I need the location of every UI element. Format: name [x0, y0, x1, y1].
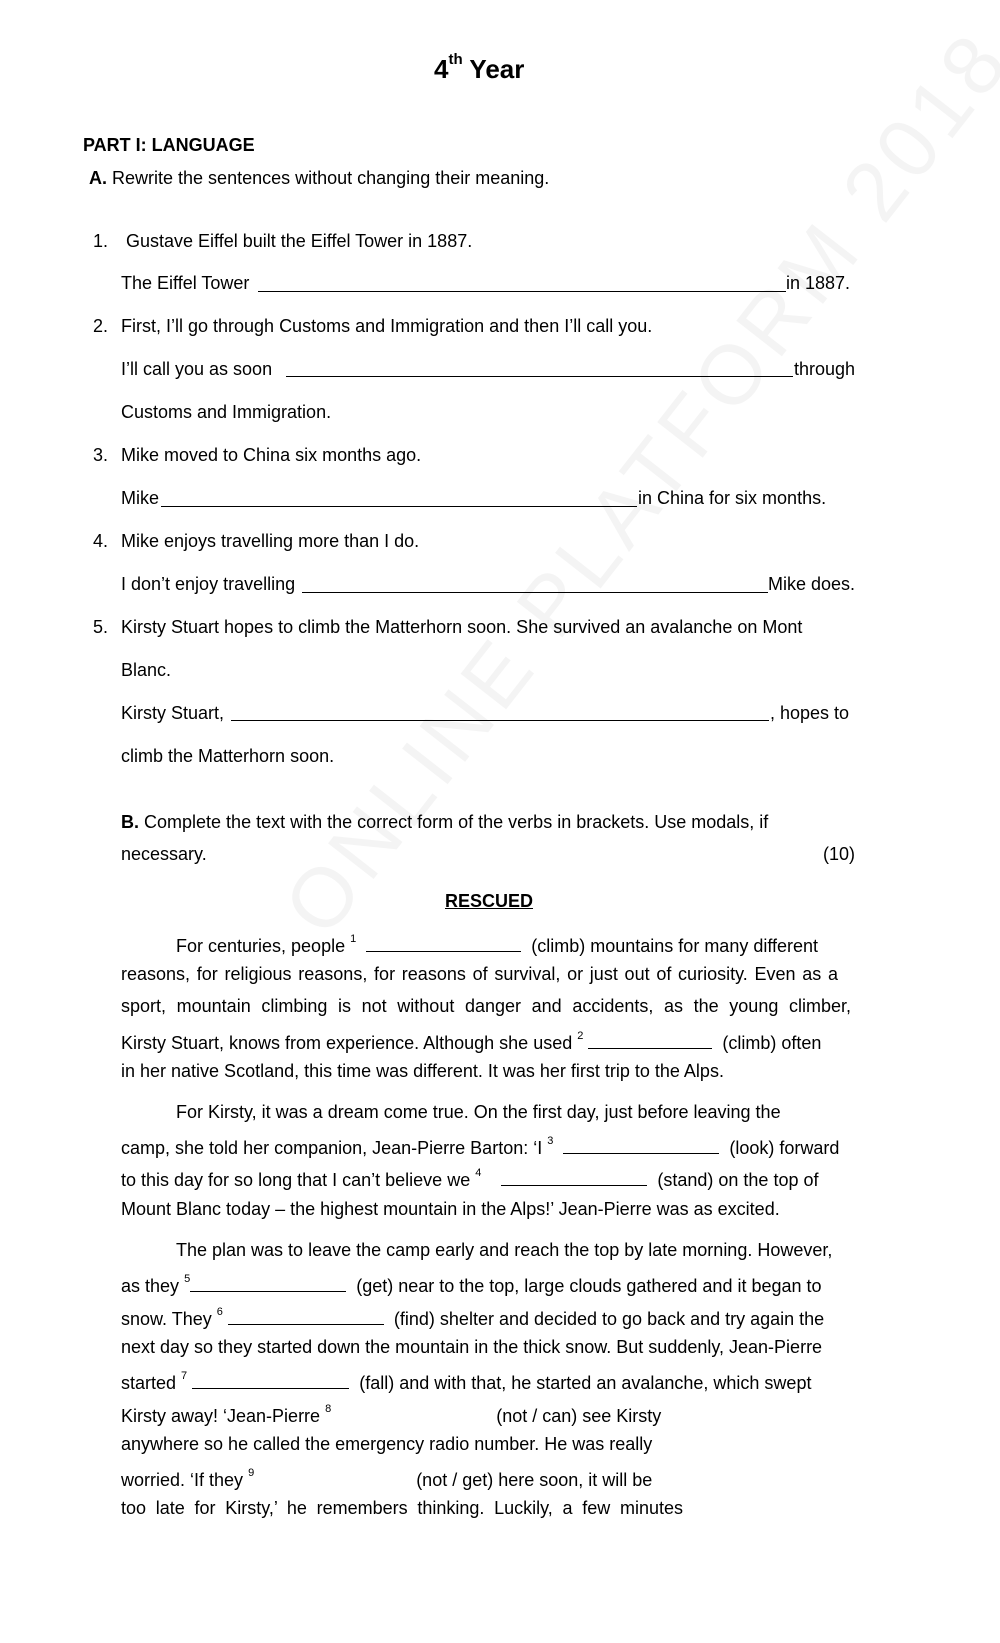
story-title: RESCUED [445, 891, 534, 911]
item-1-sentence: Gustave Eiffel built the Eiffel Tower in 1887. [126, 231, 473, 251]
p2-line-3 [121, 1160, 818, 1197]
item-2-sentence: First, I’ll go through Customs and Immigration and then I’ll call you. [121, 316, 653, 336]
p2-l2-text: camp, she told her companion, Jean-Pierre Barton: ‘I [121, 1138, 543, 1158]
blank-8[interactable] [331, 1404, 496, 1422]
p1-l1-tail: (climb) mountains for many different [531, 936, 819, 956]
p2-l3-tail: (stand) on the top of [657, 1170, 819, 1190]
page-title [434, 51, 525, 85]
p1-l4-tail: (climb) often [722, 1033, 822, 1053]
item-1-start: The Eiffel Tower [121, 273, 250, 293]
p3-l8-tail: (not / get) here soon, it will be [416, 1470, 653, 1490]
blank-number-5: 5 [184, 1273, 191, 1285]
p3-l5-tail: (fall) and with that, he started an avalanche, which swept [359, 1373, 812, 1393]
p1-line-2: reasons, for religious reasons, for reasons of survival, or just out of curiosity. Even as a [121, 964, 838, 984]
p2-l2-tail: (look) forward [729, 1138, 840, 1158]
item-1-end: in 1887. [786, 273, 851, 293]
blank-number-6: 6 [216, 1306, 223, 1318]
item-4-start: I don’t enjoy travelling [121, 574, 296, 594]
item-5-sentence: Kirsty Stuart hopes to climb the Matterhorn soon. She survived an avalanche on Mont [121, 617, 803, 637]
section-b-instruction-cont: necessary. [121, 844, 207, 864]
section-b-instruction [121, 811, 768, 833]
p3-l2-text: as they [121, 1276, 180, 1296]
item-4-answer-line[interactable] [302, 592, 768, 593]
p2-l3-text: to this day for so long that I can’t believe we [121, 1170, 471, 1190]
p3-l3-text: snow. They [121, 1309, 212, 1329]
p2-line-1: For Kirsty, it was a dream come true. On the first day, just before leaving the [176, 1102, 781, 1122]
p3-l2-tail: (get) near to the top, large clouds gathered and it began to [356, 1276, 822, 1296]
item-2-answer-line[interactable] [286, 376, 793, 377]
watermark [265, 184, 896, 953]
p3-l6-tail: (not / can) see Kirsty [496, 1406, 662, 1426]
item-5-sentence-cont: Blanc. [121, 660, 172, 680]
item-5-end: , hopes to [770, 703, 850, 723]
blank-1[interactable] [366, 933, 521, 952]
section-b-marks: (10) [823, 844, 856, 864]
item-1-number: 1. [93, 231, 109, 251]
item-2-number: 2. [93, 316, 109, 336]
item-3-answer-line[interactable] [161, 506, 637, 507]
p1-l4-text: Kirsty Stuart, knows from experience. Although she used [121, 1033, 573, 1053]
section-b-letter: B. [121, 812, 139, 832]
blank-6[interactable] [228, 1306, 384, 1325]
p1-l1-text: For centuries, people [176, 936, 346, 956]
item-2-continuation: Customs and Immigration. [121, 402, 332, 422]
blank-7[interactable] [192, 1370, 349, 1389]
p3-line-1: The plan was to leave the camp early and reach the top by late morning. However, [176, 1240, 833, 1260]
item-3-start: Mike [121, 488, 160, 508]
p1-line-3: sport, mountain climbing is not without danger and accidents, as the young climber, [121, 996, 851, 1016]
blank-number-1: 1 [350, 933, 357, 945]
p3-l5-text: started [121, 1373, 177, 1393]
section-a-text: Rewrite the sentences without changing their meaning. [112, 168, 550, 188]
blank-9[interactable] [254, 1468, 416, 1486]
p3-line-4: next day so they started down the mountain in the thick snow. But suddenly, Jean-Pierre [121, 1337, 823, 1357]
p3-line-7: anywhere so he called the emergency radio number. He was really [121, 1434, 653, 1454]
title-suffix: th [448, 51, 463, 69]
section-a-instruction [89, 167, 549, 189]
item-5-start: Kirsty Stuart, [121, 703, 225, 723]
item-4-sentence: Mike enjoys travelling more than I do. [121, 531, 420, 551]
blank-2[interactable] [588, 1030, 712, 1049]
p3-line-5 [121, 1363, 811, 1400]
item-4-end: Mike does. [768, 574, 856, 594]
blank-3[interactable] [563, 1135, 719, 1154]
item-5-continuation: climb the Matterhorn soon. [121, 746, 335, 766]
blank-number-8: 8 [325, 1403, 332, 1415]
blank-number-2: 2 [577, 1030, 584, 1042]
blank-number-4: 4 [475, 1167, 482, 1179]
blank-number-9: 9 [248, 1467, 255, 1479]
blank-number-3: 3 [547, 1135, 554, 1147]
p1-line-5: in her native Scotland, this time was different. It was her first trip to the Alps. [121, 1061, 724, 1081]
item-1-answer-line[interactable] [258, 291, 786, 292]
blank-number-7: 7 [181, 1370, 188, 1382]
item-4-number: 4. [93, 531, 109, 551]
item-2-start: I’ll call you as soon [121, 359, 273, 379]
section-b-text: Complete the text with the correct form of the verbs in brackets. Use modals, if [144, 812, 769, 832]
p3-line-9: too late for Kirsty,’ he remembers thinking. Luckily, a few minutes [121, 1498, 683, 1518]
item-3-end: in China for six months. [638, 488, 827, 508]
item-5-answer-line[interactable] [231, 720, 769, 721]
part-heading: PART I: LANGUAGE [83, 135, 255, 155]
blank-4[interactable] [501, 1167, 647, 1186]
section-a-letter: A. [89, 168, 107, 188]
p3-l6-text: Kirsty away! ‘Jean-Pierre [121, 1406, 321, 1426]
item-3-number: 3. [93, 445, 109, 465]
p3-l3-tail: (find) shelter and decided to go back and try again the [393, 1309, 825, 1329]
p3-line-2 [121, 1266, 822, 1303]
title-number: 4 [434, 54, 449, 84]
p3-l8-text: worried. ‘If they [121, 1470, 244, 1490]
item-3-sentence: Mike moved to China six months ago. [121, 445, 422, 465]
item-5-number: 5. [93, 617, 109, 637]
title-word: Year [469, 54, 525, 84]
item-2-end: through [794, 359, 856, 379]
blank-5[interactable] [190, 1273, 346, 1292]
p2-line-4: Mount Blanc today – the highest mountain in the Alps!’ Jean-Pierre was as excited. [121, 1199, 780, 1219]
